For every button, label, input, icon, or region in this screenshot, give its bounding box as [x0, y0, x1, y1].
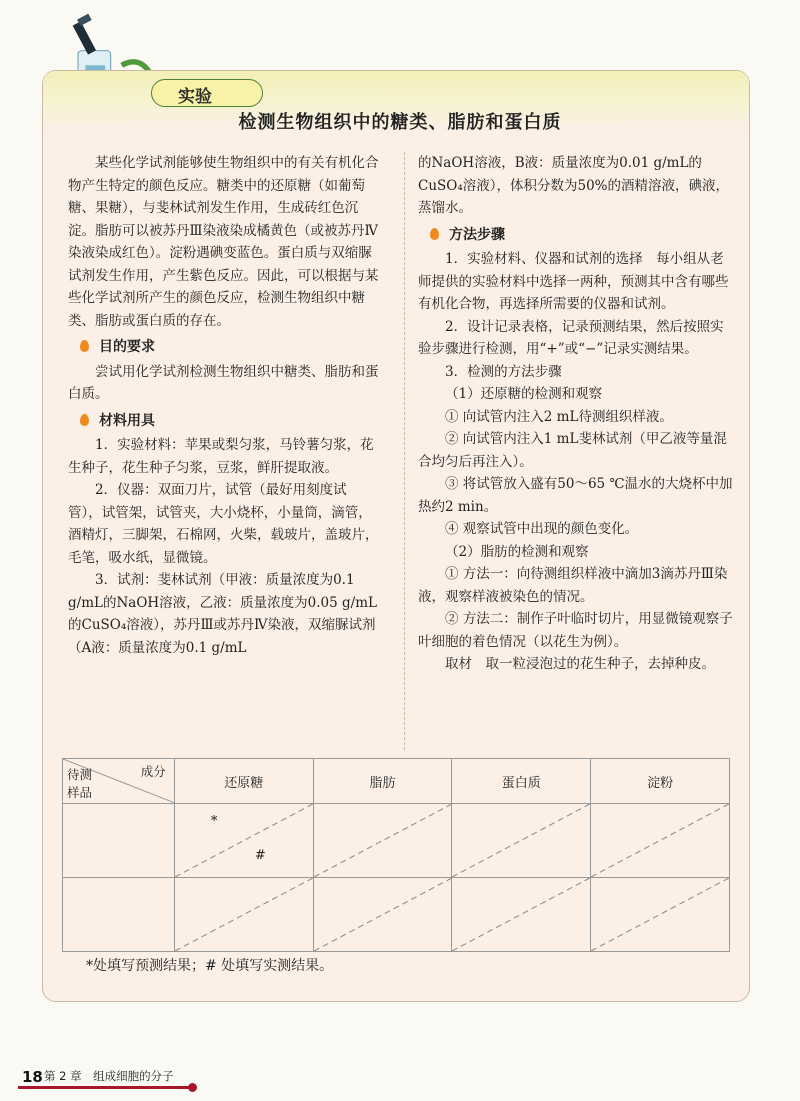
- column-divider: [404, 152, 405, 750]
- cell-diagonal: [175, 804, 313, 877]
- footer-dot: [188, 1083, 197, 1092]
- drop-icon: [80, 414, 89, 426]
- sub-heading: （1）还原糖的检测和观察: [445, 386, 603, 402]
- record-table: [62, 758, 730, 952]
- step-item: ① 向试管内注入2 mL待测组织样液。: [445, 408, 673, 425]
- section-materials: [68, 410, 380, 433]
- section-method: [418, 224, 736, 247]
- table-corner: [63, 759, 175, 804]
- table-row: [63, 804, 730, 878]
- materials-item: 3．试剂：斐林试剂（甲液：质量浓度为0.1 g/mL的NaOH溶液，乙液：质量浓度为0.05 g/mL的CuSO₄溶液），苏丹Ⅲ或苏丹Ⅳ染液，双缩脲试剂（A液：质量浓度为0.1 g/mL: [68, 572, 377, 656]
- actual-mark: #: [254, 848, 266, 863]
- sample-cell[interactable]: [63, 878, 175, 952]
- drop-icon: [80, 340, 89, 352]
- step-item: ③ 将试管放入盛有50～65 ℃温水的大烧杯中加热约2 min。: [418, 476, 733, 515]
- result-cell[interactable]: [313, 878, 452, 952]
- step-item: ④ 观察试管中出现的颜色变化。: [445, 521, 639, 537]
- table-note: *处填写预测结果；# 处填写实测结果。: [86, 958, 334, 974]
- corner-component-label: 成分: [140, 764, 166, 779]
- footer-bar: [18, 1086, 190, 1089]
- table-header-row: [63, 759, 730, 804]
- page-footer: [0, 1064, 800, 1094]
- step-item: ② 方法二：制作子叶临时切片，用显微镜观察子叶细胞的着色情况（以花生为例）。: [418, 611, 733, 650]
- result-cell[interactable]: [313, 804, 452, 878]
- result-cell[interactable]: [591, 878, 730, 952]
- step-item: ① 方法一：向待测组织样液中滴加3滴苏丹Ⅲ染液，观察样液被染色的情况。: [418, 566, 728, 605]
- cell-diagonal: [591, 878, 729, 951]
- corner-sample-label-1: 待测: [67, 767, 93, 782]
- section-materials-label: 材料用具: [99, 412, 155, 429]
- sub-heading: （2）脂肪的检测和观察: [445, 543, 589, 560]
- intro-paragraph: 某些化学试剂能够使生物组织中的有关有机化合物产生特定的颜色反应。糖类中的还原糖（如葡萄糖、果糖），与斐林试剂发生作用，生成砖红色沉淀。脂肪可以被苏丹Ⅲ染液染成橘黄色（或被苏丹Ⅳ染液染成红色）。淀粉遇碘变蓝色。蛋白质与双缩脲试剂发生作用，产生紫色反应。因此，可以根据与某些化学试剂所产生的颜色反应，检测生物组织中糖类、脂肪或蛋白质的存在。: [68, 155, 379, 329]
- cell-diagonal: [591, 804, 729, 877]
- table-header-cell: 还原糖: [174, 759, 313, 804]
- result-cell[interactable]: [174, 878, 313, 952]
- sample-cell[interactable]: [63, 804, 175, 878]
- cell-diagonal: [175, 878, 313, 951]
- page-title: 检测生物组织中的糖类、脂肪和蛋白质: [238, 112, 562, 133]
- left-column: [68, 152, 380, 659]
- page-number: 18: [22, 1068, 43, 1086]
- cell-diagonal: [452, 878, 590, 951]
- method-item: 1．实验材料、仪器和试剂的选择 每小组从老师提供的实验材料中选择一两种，预测其中含有哪些有机化合物，再选择所需要的仪器和试剂。: [418, 251, 729, 312]
- method-item: 3．检测的方法步骤: [445, 363, 562, 380]
- table-header-cell: 淀粉: [591, 759, 730, 804]
- purpose-text: 尝试用化学试剂检测生物组织中糖类、脂肪和蛋白质。: [68, 363, 379, 402]
- method-item: 2．设计记录表格，记录预测结果，然后按照实验步骤进行检测，用“+”或“−”记录实测结果。: [418, 318, 724, 357]
- table-header-cell: 脂肪: [313, 759, 452, 804]
- right-column: [418, 152, 736, 676]
- step-item: 取材 取一粒浸泡过的花生种子，去掉种皮。: [445, 656, 715, 672]
- cell-diagonal: [314, 804, 452, 877]
- badge-label: 实验: [178, 87, 212, 107]
- result-cell[interactable]: [174, 804, 313, 878]
- table-header-cell: 蛋白质: [452, 759, 591, 804]
- result-cell[interactable]: [591, 804, 730, 878]
- result-cell[interactable]: [452, 878, 591, 952]
- result-cell[interactable]: [452, 804, 591, 878]
- drop-icon: [430, 228, 439, 240]
- cell-diagonal: [314, 878, 452, 951]
- step-item: ② 向试管内注入1 mL斐林试剂（甲乙液等量混合均匀后再注入）。: [418, 431, 727, 470]
- materials-item: 2．仪器：双面刀片，试管（最好用刻度试管），试管架，试管夹，大小烧杯，小量筒，滴管，酒精灯，三脚架，石棉网，火柴，载玻片，盖玻片，毛笔，吸水纸，显微镜。: [68, 482, 379, 566]
- table-row: [63, 878, 730, 952]
- materials-item: 1．实验材料：苹果或梨匀浆，马铃薯匀浆，花生种子，花生种子匀浆，豆浆，鲜肝提取液。: [68, 437, 374, 476]
- section-purpose: [68, 336, 380, 359]
- experiment-badge: [151, 79, 263, 107]
- reagent-continuation: 的NaOH溶液，B液：质量浓度为0.01 g/mL的CuSO₄溶液），体积分数为50%的酒精溶液，碘液，蒸馏水。: [418, 155, 730, 216]
- corner-sample-label-2: 样品: [67, 785, 93, 800]
- section-purpose-label: 目的要求: [99, 339, 155, 355]
- cell-diagonal: [452, 804, 590, 877]
- section-method-label: 方法步骤: [449, 226, 505, 243]
- chapter-label: 第 2 章 组成细胞的分子: [44, 1069, 174, 1083]
- predict-mark: *: [210, 814, 218, 829]
